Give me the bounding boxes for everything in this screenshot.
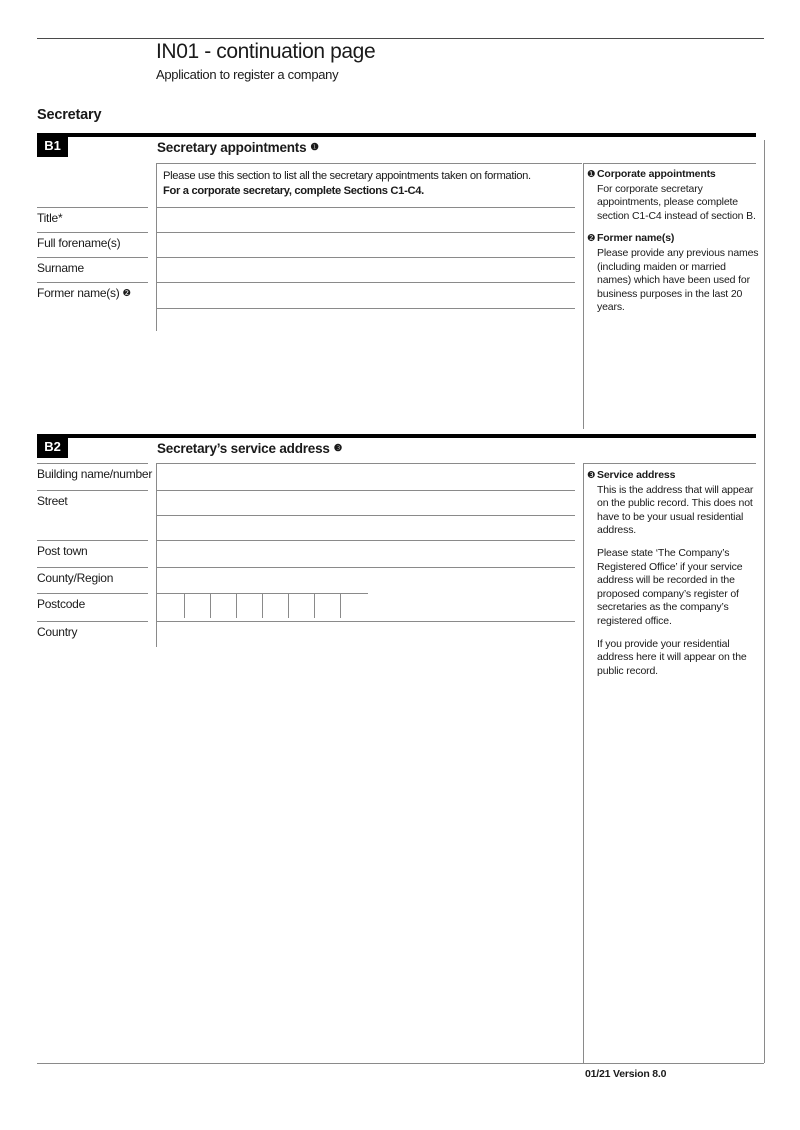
former-names-label [37, 286, 131, 300]
building-label: Building name/number [37, 467, 153, 481]
street-input-1[interactable] [157, 491, 571, 514]
note-service-address-para2: Please state ‘The Company’s Registered Office’ if your service address will be recorded in the proposed company’s register of secretaries as the company’s registered office. [597, 546, 743, 627]
section-b2-badge: B2 [37, 434, 68, 458]
note-service-address-para3: If you provide your residential address here it will appear on the public record. [597, 637, 747, 677]
title-input[interactable] [157, 208, 571, 231]
postcode-cell-divider [184, 594, 185, 618]
postcode-cell-divider [210, 594, 211, 618]
county-input[interactable] [157, 568, 571, 592]
surname-input[interactable] [157, 258, 571, 281]
b1-notes-top-rule [583, 163, 756, 164]
section-b1-badge: B1 [37, 133, 68, 157]
b2-row-rule [37, 593, 148, 594]
street-input-2[interactable] [157, 516, 571, 539]
former-names-input-1[interactable] [157, 283, 571, 307]
b1-intro-line1: Please use this section to list all the secretary appointments taken on formation. [163, 170, 531, 182]
country-input[interactable] [157, 622, 571, 646]
post-town-label: Post town [37, 544, 88, 558]
postcode-cell-divider [314, 594, 315, 618]
note-title-text: Former name(s) [597, 232, 675, 245]
section-b2-bar [37, 434, 756, 438]
postcode-cell-divider [288, 594, 289, 618]
b2-notes-left-rule [583, 463, 584, 1063]
page-bottom-rule [37, 1063, 764, 1064]
form-version: 01/21 Version 8.0 [585, 1068, 667, 1080]
postcode-input[interactable] [156, 593, 368, 619]
post-town-input[interactable] [157, 541, 571, 566]
note-ref-2-icon: ❷ [587, 233, 596, 245]
note-corporate-appointments-body: For corporate secretary appointments, please complete section C1-C4 instead of section B. [597, 182, 756, 222]
section-b1-bar [37, 133, 756, 137]
b2-row-rule [37, 463, 148, 464]
section-b1-heading [157, 140, 319, 155]
former-names-label-text: Former name(s) [37, 286, 120, 300]
b1-row-rule [37, 257, 148, 258]
note-title-text: Service address [597, 469, 676, 481]
b1-notes [588, 168, 760, 324]
b2-row-rule [37, 490, 148, 491]
note-ref-1-icon: ❶ [310, 142, 319, 153]
b1-row-rule [37, 207, 148, 208]
former-names-input-2[interactable] [157, 309, 571, 330]
building-input[interactable] [157, 464, 571, 489]
postcode-label: Postcode [37, 597, 86, 611]
note-ref-2-icon: ❷ [122, 288, 131, 299]
postcode-cell-divider [340, 594, 341, 618]
surname-label: Surname [37, 261, 84, 275]
b1-intro-box [156, 163, 582, 199]
postcode-cell-divider [262, 594, 263, 618]
county-label: County/Region [37, 571, 114, 585]
note-ref-1-icon: ❶ [587, 169, 596, 180]
title-label: Title* [37, 211, 63, 225]
header-rule [37, 38, 764, 39]
postcode-cell-divider [236, 594, 237, 618]
note-service-address-para1: This is the address that will appear on the public record. This does not have to be your usual residential address. [597, 483, 754, 537]
b2-notes [588, 469, 760, 687]
note-ref-3-icon: ❸ [587, 470, 596, 481]
page-right-rule [764, 140, 765, 1063]
note-corporate-appointments-title [588, 168, 760, 182]
section-group-heading: Secretary [37, 107, 102, 123]
b1-intro-line2: For a corporate secretary, complete Sections C1-C4. [163, 185, 424, 197]
page-title: IN01 - continuation page [156, 40, 376, 63]
b1-notes-left-rule [583, 163, 584, 429]
section-b2-heading [157, 441, 342, 456]
b2-notes-top-rule [583, 463, 756, 464]
note-former-names-body: Please provide any previous names (including maiden or married names) which have been used for business purposes in the last 20 years. [597, 246, 759, 314]
b2-row-rule [37, 540, 148, 541]
forenames-input[interactable] [157, 233, 571, 256]
section-b2-heading-text: Secretary’s service address [157, 441, 330, 456]
b2-row-rule [37, 567, 148, 568]
b2-row-rule [37, 621, 148, 622]
note-service-address-title [588, 469, 760, 483]
section-b1-heading-text: Secretary appointments [157, 140, 307, 155]
forenames-label: Full forename(s) [37, 236, 121, 250]
note-title-text: Corporate appointments [597, 168, 716, 180]
country-label: Country [37, 625, 78, 639]
b1-row-rule [37, 282, 148, 283]
note-former-names-title [588, 232, 760, 246]
page-subtitle: Application to register a company [156, 67, 339, 82]
note-ref-3-icon: ❸ [333, 443, 343, 454]
b1-row-rule [37, 232, 148, 233]
street-label: Street [37, 494, 68, 508]
